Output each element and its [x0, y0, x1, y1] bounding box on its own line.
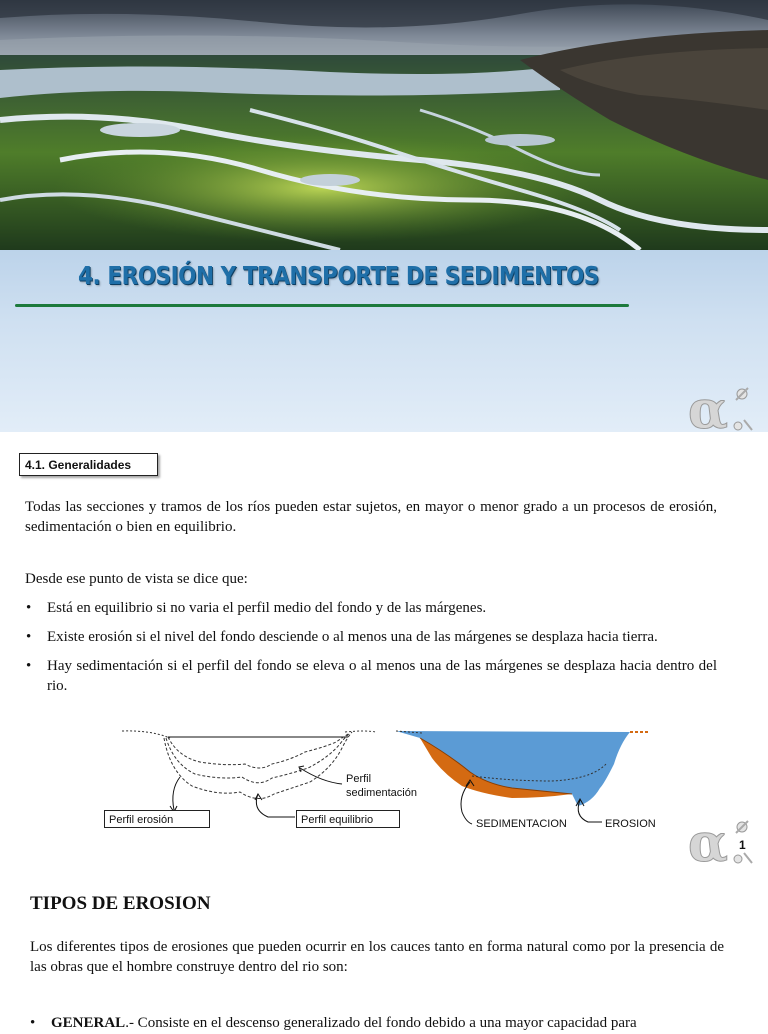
- bullet-icon: •: [26, 658, 32, 674]
- bullet-icon: •: [26, 600, 32, 616]
- list-item-label: GENERAL: [51, 1015, 126, 1031]
- list-item-text: Existe erosión si el nivel del fondo desciende o al menos una de las márgenes se desplaza hacia tierra.: [47, 629, 658, 645]
- section-heading-box: 4.1. Generalidades: [19, 453, 158, 476]
- svg-text:α: α: [688, 380, 729, 441]
- title-underline: [15, 304, 629, 307]
- svg-text:α: α: [688, 813, 729, 874]
- bullet-icon: •: [30, 1015, 36, 1031]
- tipos-paragraph: Los diferentes tipos de erosiones que pueden ocurrir en los cauces tanto en forma natural como por la presencia de las obras que el hombre construye dentro del rio son:: [30, 939, 724, 975]
- label-line: sedimentación: [346, 787, 417, 799]
- label-sedimentacion: SEDIMENTACION: [476, 818, 567, 830]
- cross-section-diagram: [392, 724, 662, 834]
- list-item-text: Está en equilibrio si no varia el perfil medio del fondo y de las márgenes.: [47, 600, 487, 616]
- page-title: 4. EROSIÓN Y TRANSPORTE DE SEDIMENTOS: [78, 261, 599, 290]
- list-item-text: Hay sedimentación si el perfil del fondo se eleva o al menos una de las márgenes se desplaza hacia dentro del rio.: [47, 658, 717, 694]
- profiles-diagram: [100, 722, 420, 837]
- list-item: [30, 1014, 724, 1034]
- list-item: [26, 657, 717, 696]
- page-number: 1: [739, 838, 746, 852]
- title-banner: [0, 250, 768, 432]
- label-line: Perfil: [346, 773, 372, 785]
- list-item: [26, 628, 717, 648]
- lead-paragraph: Desde ese punto de vista se dice que:: [25, 571, 248, 587]
- bullet-icon: •: [26, 629, 32, 645]
- list-item-text: .- Consiste en el descenso generalizado del fondo debido a una mayor capacidad para: [125, 1015, 637, 1031]
- hero-landscape-image: [0, 0, 768, 250]
- label-erosion: EROSION: [605, 818, 656, 830]
- label-perfil-equilibrio: Perfil equilibrio: [296, 810, 400, 828]
- label-perfil-erosion: Perfil erosión: [104, 810, 210, 828]
- list-item: [26, 599, 717, 619]
- alpha-logo-icon: [686, 380, 756, 441]
- section-title: TIPOS DE EROSION: [30, 893, 211, 914]
- intro-paragraph: Todas las secciones y tramos de los ríos pueden estar sujetos, en mayor o menor grado a un procesos de erosión, sedimentación o bien en equilibrio.: [25, 499, 717, 535]
